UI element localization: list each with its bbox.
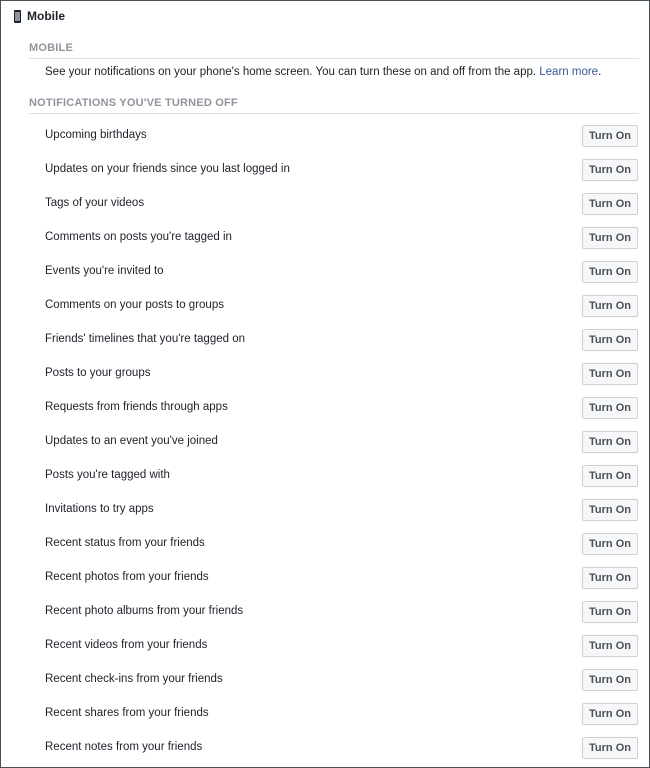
turned-off-section-divider: [29, 113, 639, 114]
notification-row: [1, 458, 649, 492]
turn-on-button[interactable]: Turn On: [582, 465, 638, 487]
notification-row: [1, 560, 649, 594]
turn-on-button[interactable]: Turn On: [582, 635, 638, 657]
notification-row: [1, 730, 649, 764]
turn-on-button[interactable]: Turn On: [582, 329, 638, 351]
notification-label: Recent status from your friends: [45, 537, 205, 549]
turn-on-button[interactable]: Turn On: [582, 431, 638, 453]
notification-label: Events you're invited to: [45, 265, 164, 277]
turn-on-button[interactable]: Turn On: [582, 159, 638, 181]
notification-label: Upcoming birthdays: [45, 129, 147, 141]
notification-row: [1, 526, 649, 560]
panel-title: Mobile: [27, 9, 65, 23]
notification-label: Requests from friends through apps: [45, 401, 228, 413]
mobile-phone-icon: [14, 10, 21, 23]
panel-header: [14, 8, 65, 24]
mobile-description-text: See your notifications on your phone's home screen. You can turn these on and off from the app.: [45, 66, 540, 78]
learn-more-link[interactable]: Learn more: [539, 66, 599, 78]
turn-on-button[interactable]: Turn On: [582, 567, 638, 589]
turn-on-button[interactable]: Turn On: [582, 533, 638, 555]
turn-on-button[interactable]: Turn On: [582, 397, 638, 419]
turn-on-button[interactable]: Turn On: [582, 601, 638, 623]
notification-row: [1, 322, 649, 356]
turn-on-button[interactable]: Turn On: [582, 703, 638, 725]
notification-row: [1, 356, 649, 390]
turn-on-button[interactable]: Turn On: [582, 295, 638, 317]
mobile-description-end: .: [598, 66, 602, 78]
notification-row: [1, 662, 649, 696]
notification-label: Tags of your videos: [45, 197, 145, 209]
notification-row: [1, 118, 649, 152]
notification-label: Comments on posts you're tagged in: [45, 231, 232, 243]
notification-row: [1, 152, 649, 186]
notification-label: Updates on your friends since you last logged in: [45, 163, 290, 175]
notification-row: [1, 696, 649, 730]
notification-row: [1, 254, 649, 288]
turn-on-button[interactable]: Turn On: [582, 737, 638, 759]
turn-on-button[interactable]: Turn On: [582, 125, 638, 147]
mobile-section-heading: MOBILE: [29, 42, 73, 54]
notification-row: [1, 186, 649, 220]
turned-off-notification-list: [1, 118, 649, 764]
turn-on-button[interactable]: Turn On: [582, 363, 638, 385]
notification-row: [1, 288, 649, 322]
turn-on-button[interactable]: Turn On: [582, 227, 638, 249]
notification-label: Updates to an event you've joined: [45, 435, 218, 447]
notification-label: Posts to your groups: [45, 367, 151, 379]
turn-on-button[interactable]: Turn On: [582, 669, 638, 691]
turn-on-button[interactable]: Turn On: [582, 499, 638, 521]
notification-label: Recent photo albums from your friends: [45, 605, 244, 617]
notification-row: [1, 424, 649, 458]
notification-label: Friends' timelines that you're tagged on: [45, 333, 246, 345]
notification-row: [1, 220, 649, 254]
notification-label: Recent notes from your friends: [45, 741, 203, 753]
notification-label: Posts you're tagged with: [45, 469, 170, 481]
notification-row: [1, 628, 649, 662]
notification-label: Recent shares from your friends: [45, 707, 209, 719]
notification-label: Recent check-ins from your friends: [45, 673, 223, 685]
turn-on-button[interactable]: Turn On: [582, 261, 638, 283]
notification-label: Recent videos from your friends: [45, 639, 208, 651]
turn-on-button[interactable]: Turn On: [582, 193, 638, 215]
notification-row: [1, 594, 649, 628]
notification-label: Comments on your posts to groups: [45, 299, 224, 311]
mobile-section-divider: [29, 58, 639, 59]
turned-off-section-heading: NOTIFICATIONS YOU'VE TURNED OFF: [29, 97, 238, 109]
notification-row: [1, 492, 649, 526]
mobile-description: [45, 66, 601, 78]
notification-label: Recent photos from your friends: [45, 571, 209, 583]
notification-label: Invitations to try apps: [45, 503, 154, 515]
notification-row: [1, 390, 649, 424]
